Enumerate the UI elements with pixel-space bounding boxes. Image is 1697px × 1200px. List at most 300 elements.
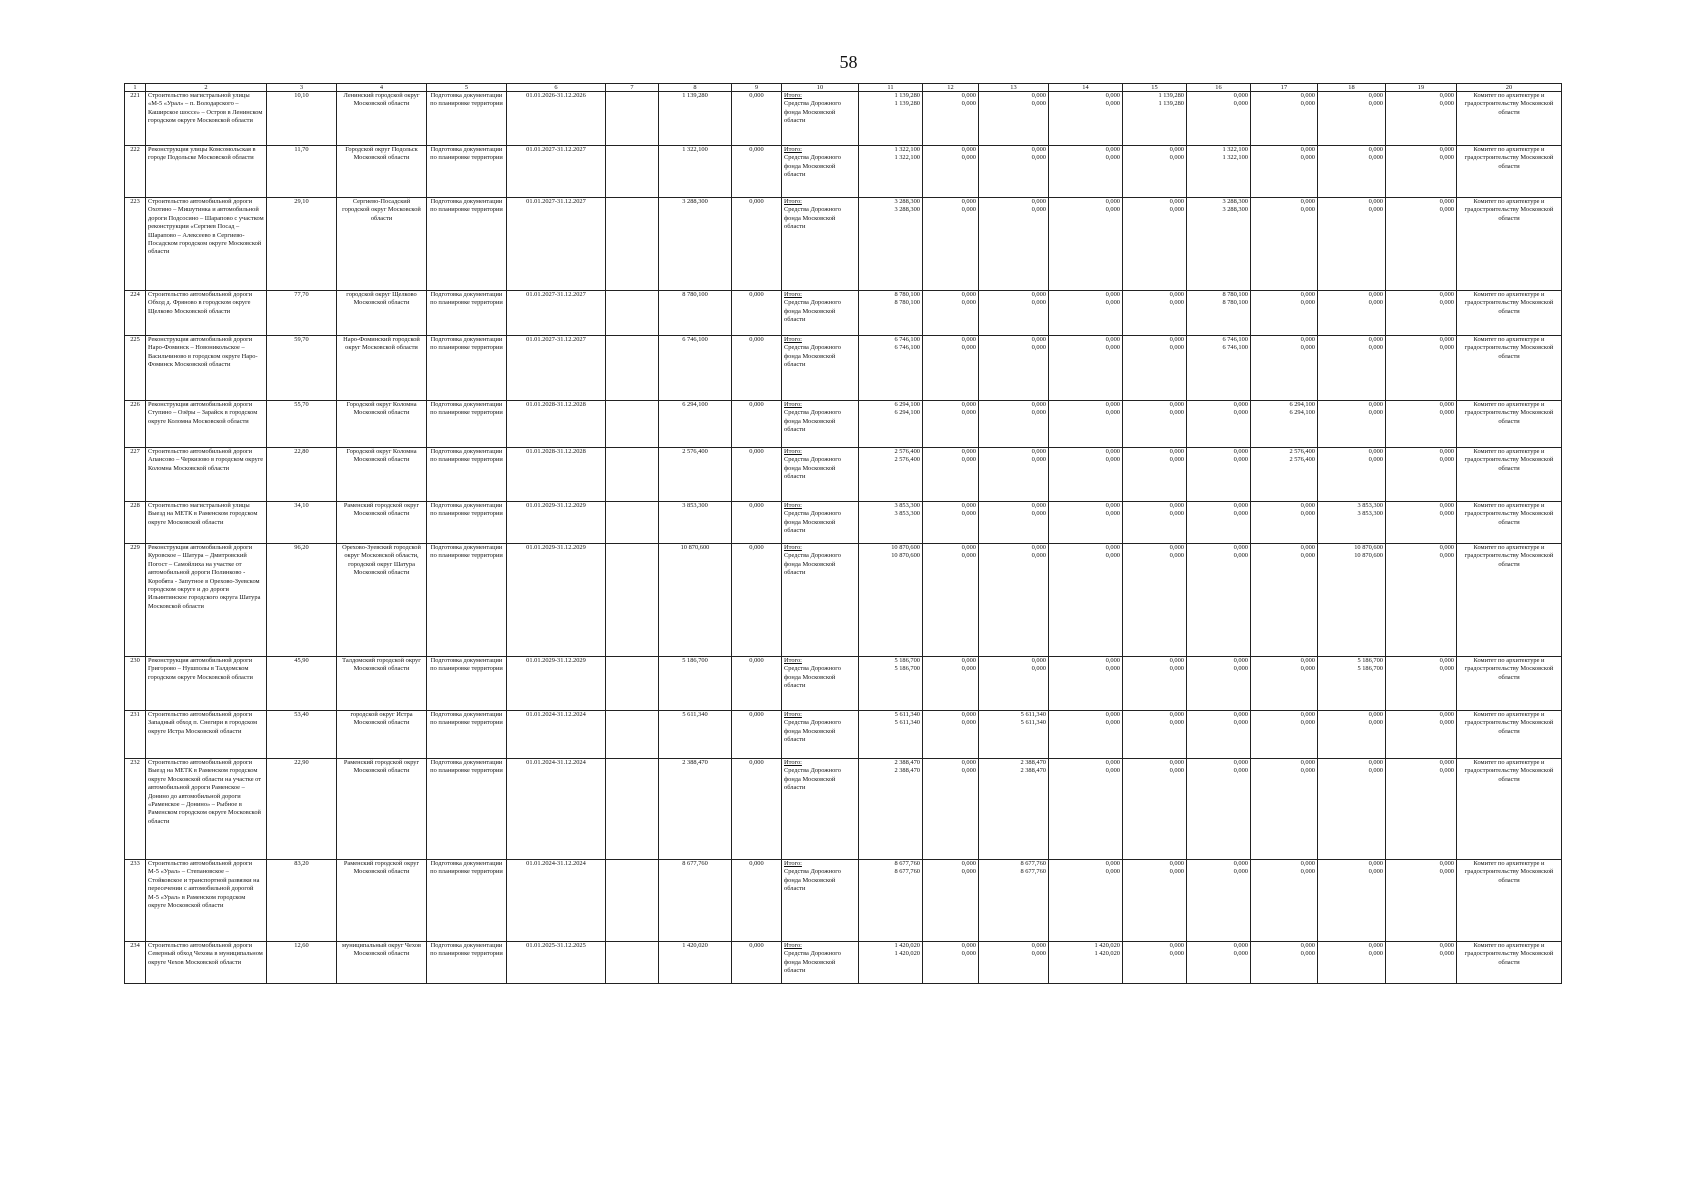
total-amount: 3 288,300 (894, 198, 920, 205)
amount-year-cell (1318, 502, 1386, 544)
total-cost-cell: 5 611,340 (659, 711, 732, 759)
fund-amount: 6 294,100 (894, 409, 920, 417)
total-amount: 0,000 (1169, 502, 1184, 509)
total-amount: 0,000 (1439, 146, 1454, 153)
amount-year-cell (1187, 146, 1251, 198)
executor-cell: Комитет по архитектуре и градостроительству Московской области (1457, 198, 1562, 291)
fund-amount: 0,000 (961, 719, 976, 727)
total-cost-cell: 5 186,700 (659, 657, 732, 711)
column-number-cell: 10 (782, 84, 859, 92)
fund-amount: 6 746,100 (894, 344, 920, 352)
fund-amount: 0,000 (961, 456, 976, 464)
amount-year-cell (1251, 759, 1318, 860)
total-amount: 0,000 (1031, 198, 1046, 205)
work-stage-cell: Подготовка документации по планировке территории (427, 198, 507, 291)
total-amount: 0,000 (1300, 711, 1315, 718)
total-amount: 0,000 (1368, 336, 1383, 343)
total-amount: 0,000 (1105, 146, 1120, 153)
amount-year-cell (1049, 291, 1123, 336)
fund-amount: 0,000 (1169, 719, 1184, 727)
fund-amount: 0,000 (1105, 767, 1120, 775)
total-amount: 0,000 (1031, 291, 1046, 298)
funding-source-label: Средства Дорожного фонда Московской области (784, 868, 841, 893)
funding-source-label: Средства Дорожного фонда Московской области (784, 299, 841, 324)
table-row (125, 942, 1562, 984)
fund-amount: 0,000 (1368, 719, 1383, 727)
total-amount: 0,000 (1233, 860, 1248, 867)
total-amount: 0,000 (1169, 198, 1184, 205)
fund-amount: 10 870,600 (891, 552, 920, 560)
row-number-cell: 229 (125, 544, 146, 657)
total-amount: 0,000 (1105, 860, 1120, 867)
total-amount: 0,000 (1233, 92, 1248, 99)
financing-source-cell (782, 502, 859, 544)
fund-amount: 0,000 (1368, 950, 1383, 958)
amount-year-cell (1318, 146, 1386, 198)
total-amount: 0,000 (1368, 942, 1383, 949)
amount-year-cell (1386, 401, 1457, 448)
total-amount: 0,000 (1169, 711, 1184, 718)
fund-amount: 0,000 (1169, 344, 1184, 352)
amount-year-cell (1386, 711, 1457, 759)
financed-value-cell: 0,000 (732, 711, 782, 759)
executor-cell: Комитет по архитектуре и градостроительству Московской области (1457, 860, 1562, 942)
funding-source-label: Средства Дорожного фонда Московской области (784, 206, 841, 231)
amount-year-cell (1187, 759, 1251, 860)
row-number-cell: 225 (125, 336, 146, 401)
fund-amount: 0,000 (961, 950, 976, 958)
fund-amount: 0,000 (1439, 154, 1454, 162)
amount-year-cell (1187, 336, 1251, 401)
fund-amount: 0,000 (1300, 100, 1315, 108)
total-amount: 0,000 (1105, 448, 1120, 455)
total-amount: 8 677,760 (894, 860, 920, 867)
amount-year-cell (1123, 759, 1187, 860)
amount-year-cell (1049, 448, 1123, 502)
total-label: Итого: (784, 657, 802, 664)
total-amount: 0,000 (961, 544, 976, 551)
total-amount: 0,000 (961, 860, 976, 867)
total-amount: 0,000 (961, 711, 976, 718)
fund-amount: 0,000 (1439, 456, 1454, 464)
fund-amount: 0,000 (1169, 510, 1184, 518)
column-number-cell: 19 (1386, 84, 1457, 92)
length-value-cell: 59,70 (267, 336, 337, 401)
amount-year-cell (1386, 146, 1457, 198)
work-stage-cell: Подготовка документации по планировке территории (427, 502, 507, 544)
fund-amount: 2 388,470 (894, 767, 920, 775)
total-amount: 0,000 (1233, 544, 1248, 551)
fund-amount: 0,000 (1105, 409, 1120, 417)
work-stage-cell: Подготовка документации по планировке территории (427, 544, 507, 657)
total-amount: 0,000 (961, 942, 976, 949)
object-name-cell: Строительство магистральной улицы «М-5 «Урал» – п. Володарского – Каширское шоссе» – Остров в Ленинском городском округе Московской области (146, 92, 267, 146)
total-amount: 0,000 (1169, 448, 1184, 455)
work-stage-cell: Подготовка документации по планировке территории (427, 942, 507, 984)
amount-year-cell (1123, 336, 1187, 401)
work-stage-cell: Подготовка документации по планировке территории (427, 401, 507, 448)
fund-amount: 0,000 (961, 344, 976, 352)
financed-value-cell: 0,000 (732, 759, 782, 860)
amount-year-cell (1386, 942, 1457, 984)
table-row (125, 448, 1562, 502)
amount-year-cell (979, 448, 1049, 502)
total-amount: 5 611,340 (1020, 711, 1046, 718)
fund-amount: 0,000 (1031, 552, 1046, 560)
amount-year-cell (1187, 448, 1251, 502)
empty-column-cell (606, 860, 659, 942)
amount-total-cell (859, 544, 923, 657)
fund-amount: 5 186,700 (894, 665, 920, 673)
fund-amount: 2 576,400 (1289, 456, 1315, 464)
executor-cell: Комитет по архитектуре и градостроительству Московской области (1457, 291, 1562, 336)
total-amount: 0,000 (1105, 544, 1120, 551)
total-label: Итого: (784, 711, 802, 718)
territory-cell: Раменский городской округ Московской области (337, 502, 427, 544)
column-number-cell: 12 (923, 84, 979, 92)
fund-amount: 0,000 (1105, 552, 1120, 560)
fund-amount: 0,000 (1105, 868, 1120, 876)
fund-amount: 8 677,760 (1020, 868, 1046, 876)
total-label: Итого: (784, 860, 802, 867)
financed-value-cell: 0,000 (732, 92, 782, 146)
amount-year-cell (979, 92, 1049, 146)
financing-source-cell (782, 336, 859, 401)
funding-source-label: Средства Дорожного фонда Московской области (784, 100, 841, 125)
total-amount: 0,000 (1439, 198, 1454, 205)
row-number-cell: 224 (125, 291, 146, 336)
column-number-cell: 13 (979, 84, 1049, 92)
total-amount: 0,000 (961, 92, 976, 99)
fund-amount: 0,000 (1169, 868, 1184, 876)
fund-amount: 0,000 (1233, 510, 1248, 518)
executor-cell: Комитет по архитектуре и градостроительству Московской области (1457, 502, 1562, 544)
fund-amount: 0,000 (1233, 456, 1248, 464)
fund-amount: 0,000 (1105, 456, 1120, 464)
fund-amount: 0,000 (1105, 719, 1120, 727)
row-number-cell: 230 (125, 657, 146, 711)
amount-year-cell (1318, 401, 1386, 448)
total-amount: 3 288,300 (1222, 198, 1248, 205)
empty-column-cell (606, 657, 659, 711)
fund-amount: 0,000 (1169, 456, 1184, 464)
amount-year-cell (923, 657, 979, 711)
executor-cell: Комитет по архитектуре и градостроительству Московской области (1457, 336, 1562, 401)
total-amount: 0,000 (1439, 860, 1454, 867)
fund-amount: 0,000 (1169, 552, 1184, 560)
total-amount: 0,000 (961, 198, 976, 205)
work-stage-cell: Подготовка документации по планировке территории (427, 146, 507, 198)
fund-amount: 1 139,280 (894, 100, 920, 108)
total-amount: 0,000 (961, 448, 976, 455)
total-cost-cell: 1 420,020 (659, 942, 732, 984)
fund-amount: 0,000 (1105, 100, 1120, 108)
column-number-cell: 16 (1187, 84, 1251, 92)
amount-year-cell (1187, 711, 1251, 759)
total-amount: 0,000 (1300, 198, 1315, 205)
total-amount: 0,000 (1300, 92, 1315, 99)
fund-amount: 0,000 (1368, 868, 1383, 876)
column-number-cell: 11 (859, 84, 923, 92)
amount-year-cell (1123, 291, 1187, 336)
amount-year-cell (923, 198, 979, 291)
total-amount: 0,000 (1233, 448, 1248, 455)
object-name-cell: Реконструкция улицы Комсомольская в городе Подольске Московской области (146, 146, 267, 198)
period-cell: 01.01.2027-31.12.2027 (507, 146, 606, 198)
funding-source-label: Средства Дорожного фонда Московской области (784, 950, 841, 975)
total-cost-cell: 6 746,100 (659, 336, 732, 401)
amount-year-cell (923, 502, 979, 544)
column-number-cell: 3 (267, 84, 337, 92)
financing-source-cell (782, 759, 859, 860)
total-amount: 5 186,700 (894, 657, 920, 664)
amount-year-cell (1251, 198, 1318, 291)
total-amount: 1 139,280 (1158, 92, 1184, 99)
total-amount: 0,000 (1105, 291, 1120, 298)
total-amount: 1 322,100 (1222, 146, 1248, 153)
amount-year-cell (923, 146, 979, 198)
period-cell: 01.01.2029-31.12.2029 (507, 544, 606, 657)
amount-year-cell (1386, 657, 1457, 711)
empty-column-cell (606, 401, 659, 448)
funding-source-label: Средства Дорожного фонда Московской области (784, 154, 841, 179)
empty-column-cell (606, 336, 659, 401)
funding-source-label: Средства Дорожного фонда Московской области (784, 456, 841, 481)
table-row (125, 657, 1562, 711)
total-amount: 0,000 (1105, 759, 1120, 766)
fund-amount: 0,000 (1439, 950, 1454, 958)
amount-year-cell (1049, 336, 1123, 401)
row-number-cell: 222 (125, 146, 146, 198)
fund-amount: 0,000 (1031, 409, 1046, 417)
object-name-cell: Реконструкция автомобильной дороги Ступино – Озёры – Зарайск в городском округе Коломна Московской области (146, 401, 267, 448)
column-number-cell: 2 (146, 84, 267, 92)
fund-amount: 0,000 (1105, 665, 1120, 673)
amount-total-cell (859, 291, 923, 336)
fund-amount: 0,000 (1169, 950, 1184, 958)
fund-amount: 5 611,340 (894, 719, 920, 727)
total-amount: 0,000 (1031, 942, 1046, 949)
amount-year-cell (923, 860, 979, 942)
financed-value-cell: 0,000 (732, 291, 782, 336)
total-amount: 0,000 (1368, 291, 1383, 298)
total-amount: 8 780,100 (1222, 291, 1248, 298)
amount-year-cell (1386, 759, 1457, 860)
amount-total-cell (859, 401, 923, 448)
amount-year-cell (1187, 502, 1251, 544)
fund-amount: 0,000 (961, 206, 976, 214)
object-name-cell: Строительство автомобильной дороги Северный обход Чехова в муниципальном округе Чехов Московской области (146, 942, 267, 984)
amount-total-cell (859, 860, 923, 942)
empty-column-cell (606, 291, 659, 336)
fund-amount: 0,000 (1169, 409, 1184, 417)
table-row (125, 92, 1562, 146)
fund-amount: 1 322,100 (1222, 154, 1248, 162)
table-row (125, 146, 1562, 198)
amount-year-cell (923, 759, 979, 860)
total-label: Итого: (784, 336, 802, 343)
length-value-cell: 22,80 (267, 448, 337, 502)
total-amount: 1 420,020 (1094, 942, 1120, 949)
length-value-cell: 96,20 (267, 544, 337, 657)
total-amount: 0,000 (1105, 502, 1120, 509)
amount-year-cell (1251, 711, 1318, 759)
length-value-cell: 34,10 (267, 502, 337, 544)
amount-year-cell (923, 942, 979, 984)
amount-year-cell (979, 198, 1049, 291)
total-amount: 3 853,300 (1357, 502, 1383, 509)
executor-cell: Комитет по архитектуре и градостроительству Московской области (1457, 92, 1562, 146)
column-number-cell: 15 (1123, 84, 1187, 92)
fund-amount: 0,000 (1300, 552, 1315, 560)
financed-value-cell: 0,000 (732, 657, 782, 711)
financed-value-cell: 0,000 (732, 860, 782, 942)
amount-year-cell (1123, 544, 1187, 657)
object-name-cell: Строительство автомобильной дороги Апансово – Черкизово в городском округе Коломна Московской области (146, 448, 267, 502)
financing-source-cell (782, 544, 859, 657)
funding-source-label: Средства Дорожного фонда Московской области (784, 719, 841, 744)
fund-amount: 0,000 (1300, 299, 1315, 307)
empty-column-cell (606, 146, 659, 198)
fund-amount: 0,000 (1439, 510, 1454, 518)
total-amount: 0,000 (1439, 942, 1454, 949)
fund-amount: 0,000 (1031, 456, 1046, 464)
amount-year-cell (1318, 711, 1386, 759)
fund-amount: 0,000 (1368, 409, 1383, 417)
total-amount: 0,000 (1300, 860, 1315, 867)
empty-column-cell (606, 92, 659, 146)
total-amount: 0,000 (961, 657, 976, 664)
amount-year-cell (1251, 92, 1318, 146)
work-stage-cell: Подготовка документации по планировке территории (427, 291, 507, 336)
column-number-cell: 4 (337, 84, 427, 92)
territory-cell: Раменский городской округ Московской области (337, 759, 427, 860)
total-cost-cell: 6 294,100 (659, 401, 732, 448)
amount-year-cell (1386, 860, 1457, 942)
fund-amount: 0,000 (1300, 344, 1315, 352)
amount-year-cell (979, 502, 1049, 544)
amount-year-cell (979, 336, 1049, 401)
empty-column-cell (606, 502, 659, 544)
fund-amount: 0,000 (1439, 719, 1454, 727)
object-name-cell: Реконструкция автомобильной дороги Григорово – Нушполы в Талдомском городском округе Московской области (146, 657, 267, 711)
financed-value-cell: 0,000 (732, 502, 782, 544)
amount-year-cell (1049, 942, 1123, 984)
financing-source-cell (782, 146, 859, 198)
column-number-cell: 9 (732, 84, 782, 92)
fund-amount: 3 288,300 (894, 206, 920, 214)
financed-value-cell: 0,000 (732, 146, 782, 198)
funding-source-label: Средства Дорожного фонда Московской области (784, 409, 841, 434)
executor-cell: Комитет по архитектуре и градостроительству Московской области (1457, 544, 1562, 657)
funding-source-label: Средства Дорожного фонда Московской области (784, 552, 841, 577)
amount-year-cell (1386, 448, 1457, 502)
row-number-cell: 233 (125, 860, 146, 942)
total-amount: 0,000 (1233, 401, 1248, 408)
funding-source-label: Средства Дорожного фонда Московской области (784, 665, 841, 690)
amount-year-cell (1386, 291, 1457, 336)
fund-amount: 0,000 (961, 552, 976, 560)
executor-cell: Комитет по архитектуре и градостроительству Московской области (1457, 657, 1562, 711)
fund-amount: 0,000 (1300, 206, 1315, 214)
register-table-body (125, 84, 1562, 984)
page-number: 58 (839, 52, 858, 72)
fund-amount: 3 853,300 (1357, 510, 1383, 518)
fund-amount: 0,000 (1439, 299, 1454, 307)
length-value-cell: 10,10 (267, 92, 337, 146)
amount-year-cell (979, 657, 1049, 711)
fund-amount: 0,000 (1233, 409, 1248, 417)
financing-source-cell (782, 291, 859, 336)
total-amount: 0,000 (1300, 544, 1315, 551)
total-amount: 6 294,100 (1289, 401, 1315, 408)
territory-cell: муниципальный округ Чехов Московской области (337, 942, 427, 984)
fund-amount: 0,000 (961, 299, 976, 307)
total-cost-cell: 8 780,100 (659, 291, 732, 336)
amount-year-cell (979, 146, 1049, 198)
length-value-cell: 55,70 (267, 401, 337, 448)
amount-year-cell (1318, 544, 1386, 657)
total-amount: 0,000 (1031, 336, 1046, 343)
total-amount: 0,000 (1368, 759, 1383, 766)
total-cost-cell: 2 576,400 (659, 448, 732, 502)
row-number-cell: 226 (125, 401, 146, 448)
financed-value-cell: 0,000 (732, 198, 782, 291)
total-amount: 0,000 (1031, 544, 1046, 551)
amount-total-cell (859, 146, 923, 198)
fund-amount: 0,000 (961, 409, 976, 417)
fund-amount: 0,000 (1031, 299, 1046, 307)
column-number-cell: 1 (125, 84, 146, 92)
length-value-cell: 22,90 (267, 759, 337, 860)
amount-year-cell (1251, 448, 1318, 502)
amount-year-cell (1049, 198, 1123, 291)
object-name-cell: Реконструкция автомобильной дороги Куровское – Шатура – Дмитровский Погост – Самойлиха на участке от автомобильной дороги Полинково - Коробята - Запутное в Орехово-Зуевском городском округе и до дороги Ильинтинское городского округа Шатура Московской области (146, 544, 267, 657)
total-amount: 5 611,340 (894, 711, 920, 718)
total-amount: 0,000 (1169, 544, 1184, 551)
amount-year-cell (1386, 502, 1457, 544)
amount-total-cell (859, 502, 923, 544)
total-amount: 5 186,700 (1357, 657, 1383, 664)
financed-value-cell: 0,000 (732, 942, 782, 984)
fund-amount: 0,000 (1031, 665, 1046, 673)
total-amount: 2 576,400 (894, 448, 920, 455)
financed-value-cell: 0,000 (732, 336, 782, 401)
total-amount: 0,000 (1439, 544, 1454, 551)
fund-amount: 0,000 (1439, 344, 1454, 352)
amount-year-cell (1123, 860, 1187, 942)
amount-total-cell (859, 448, 923, 502)
total-amount: 6 746,100 (1222, 336, 1248, 343)
row-number-cell: 231 (125, 711, 146, 759)
amount-year-cell (1318, 336, 1386, 401)
total-amount: 0,000 (1368, 401, 1383, 408)
total-amount: 0,000 (1031, 146, 1046, 153)
amount-year-cell (1187, 92, 1251, 146)
amount-year-cell (1049, 401, 1123, 448)
register-table (124, 83, 1562, 984)
amount-year-cell (979, 711, 1049, 759)
fund-amount: 0,000 (1439, 767, 1454, 775)
total-amount: 0,000 (1300, 291, 1315, 298)
fund-amount: 5 186,700 (1357, 665, 1383, 673)
row-number-cell: 221 (125, 92, 146, 146)
empty-column-cell (606, 198, 659, 291)
total-amount: 0,000 (1105, 401, 1120, 408)
work-stage-cell: Подготовка документации по планировке территории (427, 92, 507, 146)
total-label: Итого: (784, 502, 802, 509)
fund-amount: 0,000 (961, 767, 976, 775)
